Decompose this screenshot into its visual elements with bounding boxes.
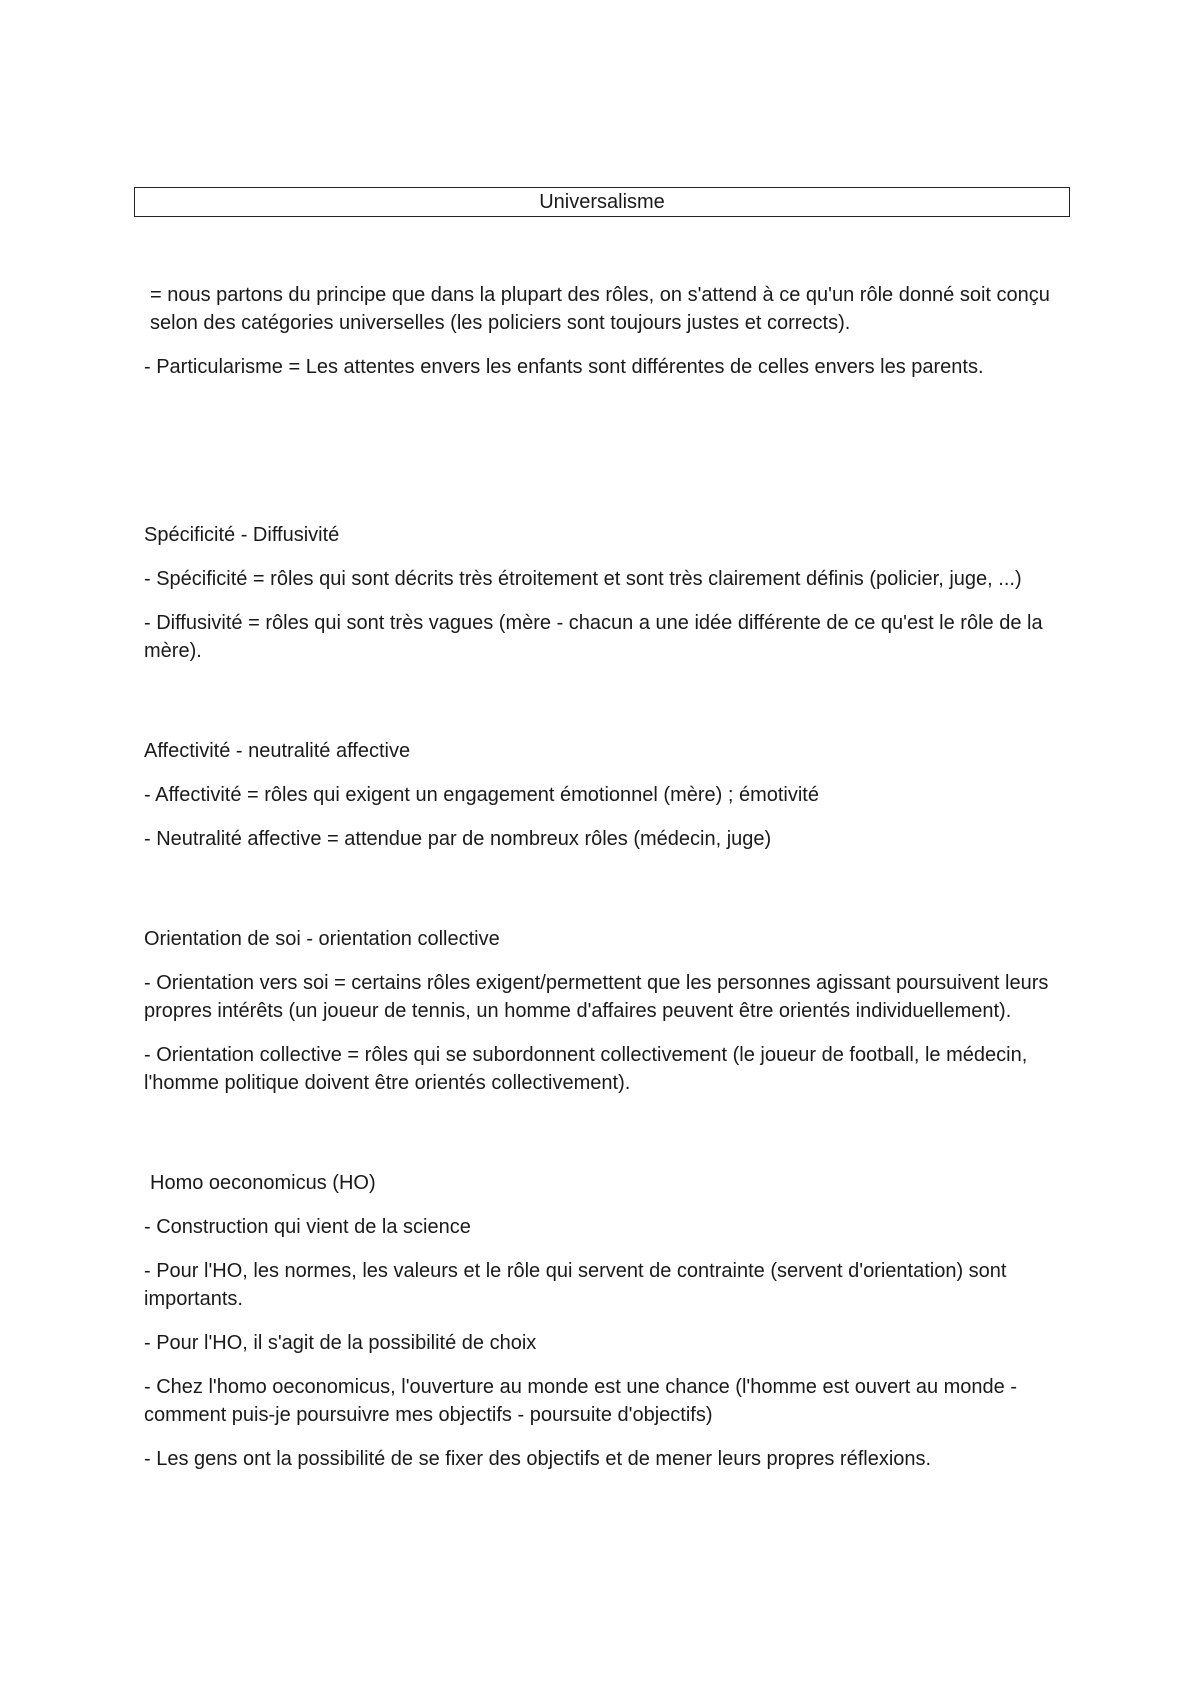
heading-orientation: Orientation de soi - orientation collective <box>144 928 500 950</box>
paragraph-diffusivite: - Diffusivité = rôles qui sont très vagues (mère - chacun a une idée différente de ce qu'est le rôle de la mère). <box>144 612 1043 662</box>
paragraph-ho-objectifs: - Les gens ont la possibilité de se fixer des objectifs et de mener leurs propres réflexions. <box>144 1448 932 1470</box>
paragraph-ho-construction: - Construction qui vient de la science <box>144 1216 471 1238</box>
document-body <box>144 281 1069 1473</box>
document-title: Universalisme <box>134 187 1070 217</box>
paragraph-orientation-soi: - Orientation vers soi = certains rôles exigent/permettent que les personnes agissant poursuivent leurs propres intérêts (un joueur de tennis, un homme d'affaires peuvent être orientés individuellement). <box>144 972 1049 1022</box>
paragraph-ho-ouverture: - Chez l'homo oeconomicus, l'ouverture au monde est une chance (l'homme est ouvert au monde - comment puis-je poursuivre mes objectifs - poursuite d'objectifs) <box>144 1376 1018 1426</box>
paragraph-ho-choix: - Pour l'HO, il s'agit de la possibilité de choix <box>144 1332 537 1354</box>
paragraph-ho-normes: - Pour l'HO, les normes, les valeurs et le rôle qui servent de contrainte (servent d'orientation) sont importants. <box>144 1260 1007 1310</box>
paragraph-particularisme: - Particularisme = Les attentes envers les enfants sont différentes de celles envers les parents. <box>144 356 984 378</box>
heading-specificite-diffusivite: Spécificité - Diffusivité <box>144 524 340 546</box>
paragraph-affectivite: - Affectivité = rôles qui exigent un engagement émotionnel (mère) ; émotivité <box>144 784 819 806</box>
paragraph-specificite: - Spécificité = rôles qui sont décrits très étroitement et sont très clairement définis (policier, juge, ...) <box>144 568 1022 590</box>
paragraph-neutralite-affective: - Neutralité affective = attendue par de nombreux rôles (médecin, juge) <box>144 828 772 850</box>
paragraph-universalisme-definition: = nous partons du principe que dans la plupart des rôles, on s'attend à ce qu'un rôle donné soit conçu selon des catégories universelles (les policiers sont toujours justes et corrects). <box>150 284 1050 334</box>
heading-homo-oeconomicus: Homo oeconomicus (HO) <box>150 1172 376 1194</box>
paragraph-orientation-collective: - Orientation collective = rôles qui se subordonnent collectivement (le joueur de football, le médecin, l'homme politique doivent être orientés collectivement). <box>144 1044 1028 1094</box>
heading-affectivite: Affectivité - neutralité affective <box>144 740 411 762</box>
